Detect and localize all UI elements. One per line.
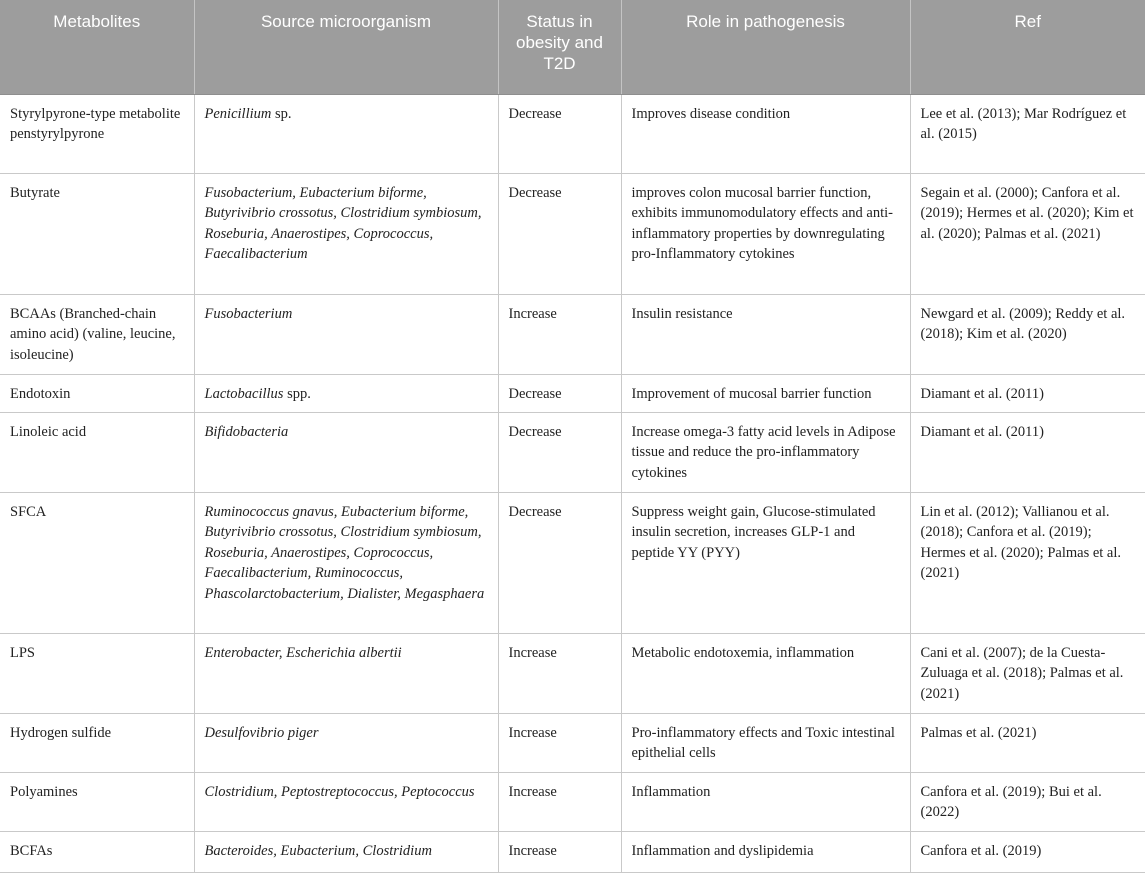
- metabolite-cell: Endotoxin: [0, 374, 194, 412]
- status-cell: Increase: [498, 633, 621, 713]
- source-genus: Clostridium, Peptostreptococcus, Peptococcus: [204, 783, 475, 800]
- metabolite-cell: LPS: [0, 633, 194, 713]
- source-genus: Fusobacterium, Eubacterium biforme, Butyrivibrio crossotus, Clostridium symbiosum, Roseburia, Anaerostipes, Coprococcus, Faecalibacterium: [204, 184, 482, 262]
- header-ref: Ref: [910, 0, 1145, 94]
- status-cell: Increase: [498, 772, 621, 831]
- header-status: Status in obesity and T2D: [498, 0, 621, 94]
- source-suffix: spp.: [283, 385, 311, 402]
- status-cell: Increase: [498, 713, 621, 772]
- status-cell: Decrease: [498, 412, 621, 492]
- source-genus: Lactobacillus: [204, 385, 284, 402]
- source-cell: [194, 374, 498, 412]
- role-cell: Metabolic endotoxemia, inflammation: [621, 633, 910, 713]
- role-cell: Inflammation: [621, 772, 910, 831]
- source-genus: Ruminococcus gnavus, Eubacterium biforme, Butyrivibrio crossotus, Clostridium symbiosum, Roseburia, Anaerostipes, Coprococcus, Faecalibacterium, Ruminococcus, Phascolarctobacterium, Dialister, Megasphaera: [204, 503, 485, 602]
- source-cell: [194, 772, 498, 831]
- source-genus: Desulfovibrio piger: [204, 724, 319, 741]
- ref-cell: Diamant et al. (2011): [910, 374, 1145, 412]
- source-genus: Fusobacterium: [204, 305, 293, 322]
- role-cell: Suppress weight gain, Glucose-stimulated insulin secretion, increases GLP-1 and peptide YY (PYY): [621, 492, 910, 633]
- source-genus: Penicillium: [204, 105, 272, 122]
- header-source-microorganism: Source microorganism: [194, 0, 498, 94]
- source-cell: [194, 831, 498, 872]
- role-cell: Insulin resistance: [621, 294, 910, 374]
- ref-cell: Diamant et al. (2011): [910, 412, 1145, 492]
- table-row: [0, 772, 1145, 831]
- source-cell: [194, 713, 498, 772]
- role-cell: Pro-inflammatory effects and Toxic intestinal epithelial cells: [621, 713, 910, 772]
- metabolite-cell: Linoleic acid: [0, 412, 194, 492]
- metabolite-cell: SFCA: [0, 492, 194, 633]
- metabolite-cell: Hydrogen sulfide: [0, 713, 194, 772]
- source-genus: Enterobacter, Escherichia albertii: [204, 644, 402, 661]
- status-cell: Decrease: [498, 492, 621, 633]
- status-cell: Increase: [498, 294, 621, 374]
- header-role-in-pathogenesis: Role in pathogenesis: [621, 0, 910, 94]
- role-cell: Increase omega-3 fatty acid levels in Adipose tissue and reduce the pro-inflammatory cytokines: [621, 412, 910, 492]
- table-row: [0, 831, 1145, 872]
- role-cell: Improves disease condition: [621, 94, 910, 173]
- ref-cell: Lee et al. (2013); Mar Rodríguez et al. (2015): [910, 94, 1145, 173]
- role-cell: Inflammation and dyslipidemia: [621, 831, 910, 872]
- role-cell: improves colon mucosal barrier function, exhibits immunomodulatory effects and anti-inflammatory properties by downregulating pro-Inflammatory cytokines: [621, 173, 910, 294]
- role-cell: Improvement of mucosal barrier function: [621, 374, 910, 412]
- metabolite-cell: Styrylpyrone-type metabolite penstyrylpyrone: [0, 94, 194, 173]
- metabolite-cell: Polyamines: [0, 772, 194, 831]
- source-suffix: sp.: [271, 105, 292, 122]
- ref-cell: Canfora et al. (2019): [910, 831, 1145, 872]
- source-cell: [194, 492, 498, 633]
- table-row: [0, 294, 1145, 374]
- status-cell: Decrease: [498, 94, 621, 173]
- ref-cell: Cani et al. (2007); de la Cuesta-Zuluaga et al. (2018); Palmas et al. (2021): [910, 633, 1145, 713]
- metabolite-cell: BCFAs: [0, 831, 194, 872]
- table-row: [0, 713, 1145, 772]
- table-row: [0, 492, 1145, 633]
- source-cell: [194, 94, 498, 173]
- source-cell: [194, 173, 498, 294]
- metabolite-cell: Butyrate: [0, 173, 194, 294]
- status-cell: Increase: [498, 831, 621, 872]
- source-genus: Bacteroides, Eubacterium, Clostridium: [204, 842, 432, 859]
- header-row: [0, 0, 1145, 94]
- ref-cell: Canfora et al. (2019); Bui et al. (2022): [910, 772, 1145, 831]
- status-cell: Decrease: [498, 374, 621, 412]
- source-genus: Bifidobacteria: [204, 423, 289, 440]
- source-cell: [194, 294, 498, 374]
- table-row: [0, 173, 1145, 294]
- table-row: [0, 94, 1145, 173]
- table-body: [0, 94, 1145, 872]
- metabolite-cell: BCAAs (Branched-chain amino acid) (valine, leucine, isoleucine): [0, 294, 194, 374]
- table-header: [0, 0, 1145, 94]
- table-row: [0, 374, 1145, 412]
- status-cell: Decrease: [498, 173, 621, 294]
- source-cell: [194, 633, 498, 713]
- ref-cell: Palmas et al. (2021): [910, 713, 1145, 772]
- source-cell: [194, 412, 498, 492]
- table-row: [0, 633, 1145, 713]
- header-metabolites: Metabolites: [0, 0, 194, 94]
- ref-cell: Newgard et al. (2009); Reddy et al. (2018); Kim et al. (2020): [910, 294, 1145, 374]
- table-row: [0, 412, 1145, 492]
- ref-cell: Segain et al. (2000); Canfora et al. (2019); Hermes et al. (2020); Kim et al. (2020); Palmas et al. (2021): [910, 173, 1145, 294]
- ref-cell: Lin et al. (2012); Vallianou et al. (2018); Canfora et al. (2019); Hermes et al. (2020); Palmas et al. (2021): [910, 492, 1145, 633]
